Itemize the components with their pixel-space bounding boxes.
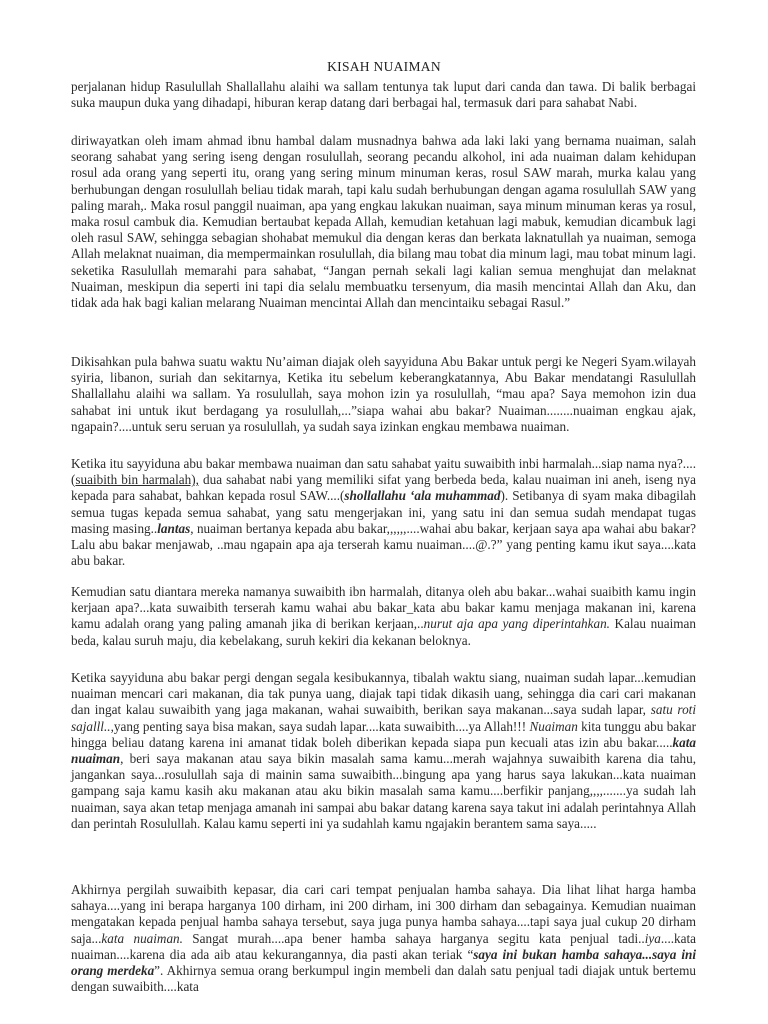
paragraph-intro: perjalanan hidup Rasulullah Shallallahu alaihi wa sallam tentunya tak luput dari canda dan tawa. Di balik berbagai suka maupun duka yang dihadapi, hiburan kerap datang dari berbagai hal, termasuk dari para sahabat Nabi. <box>71 79 696 111</box>
paragraph-syam: Dikisahkan pula bahwa suatu waktu Nu’aiman diajak oleh sayyiduna Abu Bakar untuk pergi ke Negeri Syam.wilayah syiria, libanon, suriah dan sekitarnya, Ketika itu sebelum keberangkatannya, Abu Bakar mendatangi Rasulullah Shallallahu alaihi wa sallam. Ya rosulullah, saya mohon izin ya rosulullah, “mau apa? Saya memohon izin dua sahabat ini untuk ikut berdagang ya rosulullah,...”siapa wahai abu bakar? Nuaiman........nuaiman engkau ajak, ngapain?....untuk seru seruan ya rosulullah, ya sudah saya izinkan engkau membawa nuaiman. <box>71 354 696 434</box>
emphasis-text: lantas <box>157 520 191 536</box>
text-run: dua sahabat nabi yang memiliki sifat yang berbeda beda, kalau nuaiman ini aneh, iseng nya kepada para sahabat, bahkan kepada rosul SAW....( <box>71 472 696 504</box>
text-run: Kalau nuaiman beda, kalau suruh maju, dia kebelakang, suruh kekiri dia kekanan beloknya. <box>71 616 696 648</box>
italic-text: Nuaiman <box>529 718 578 734</box>
paragraph-riwayat: diriwayatkan oleh imam ahmad ibnu hambal dalam musnadnya bahwa ada laki laki yang bernama nuaiman, salah seorang sahabat yang sering iseng dengan rosulullah, seorang pecandu alkohol, ini ada nuaiman dalam kehidupan rosul ada orang yang seperti itu, orang yang sering minum minuman keras, rosul SAW marah, murka kalau yang berhubungan dengan rosulullah beliau tidak marah, tapi kalu sudah berhubungan dengan agama rosulullah SAW yang paling marah,. Maka rosul panggil nuaiman, apa yang engkau lakukan nuaiman, saya minum minuman keras ya rosul, maka rosul cambuk dia. Kemudian bertaubat kepada Allah, kemudian ketahuan lagi mabuk, kemudian dicambuk lagi oleh rasul SAW, sehingga sebagian shohabat memukul dia dengan keras dan berkata laknatullah ya nuaiman, semoga Allah melaknat nuaiman, dia mempermainkan rosulullah, dia bilang mau tobat dia minum lagi, mau tobat minum lagi. seketika Rasulullah memarahi para sahabat, “Jangan pernah sekali lagi kalian semua menghujat dan melaknat Nuaiman, meskipun dia seperti ini tapi dia selalu membuatku tersenyum, dia masih mencintai Allah dan Aku, dan tidak ada hak bagi kalian melarang Nuaiman mencintai Allah dan mencintaiku sebagai Rasul.” <box>71 133 696 311</box>
text-run: Sangat murah....apa bener hamba sahaya harganya segitu kata penjual tadi.. <box>182 930 645 946</box>
paragraph-pasar <box>71 882 696 995</box>
text-run: ,yang penting saya bisa makan, saya sudah lapar....kata suwaibith....ya Allah!!! <box>110 718 530 734</box>
emphasis-text: kata nuaiman <box>71 734 696 767</box>
text-run: Kemudian satu diantara mereka namanya suwaibith ibn harmalah, ditanya oleh abu bakar...wahai suaibith kamu ingin kerjaan apa?...kata suwaibith terserah kamu wahai abu bakar_kata abu bakar kamu menjaga makanan ini, karena kamu adalah orang yang paling amanah jika di berikan kerjaan,.. <box>71 584 696 632</box>
text-run: Akhirnya pergilah suwaibith kepasar, dia cari cari tempat penjualan hamba sahaya. Dia lihat lihat harga hamba sahaya....yang ini berapa harganya 100 dirham, ini 200 dirham, ini 300 dirham dan sebagainya. Kemudian nuaiman mengatakan kepada penjual hamba sahaya tersebut, saya juga punya hamba sahaya....tapi saya jual cukup 20 dirham saja... <box>71 882 696 946</box>
paragraph-suwaibith-task <box>71 584 696 649</box>
text-run: ”. Akhirnya semua orang berkumpul ingin membeli dan dalah satu penjual tadi diajak untuk bertemu dengan suwaibith....kata <box>71 963 697 995</box>
document-title: KISAH NUAIMAN <box>327 59 441 74</box>
text-run: ....kata nuaiman....karena dia ada aib atau kekurangannya, dia pasti akan teriak “ <box>71 930 696 962</box>
text-run: , beri saya makanan atau saya bikin masalah sama kamu...merah wajahnya suwaibith karena dia tahu, jangankan saya...rosulullah saja di mainin sama suwaibith...bingung apa yang harus saya lakukan...kata nuaiman gampang saja kamu kasih aku makanan atau aku bikin masalah sama kamu....berfikir panjang,,,,.......ya sudah lah nuaiman, saya akan tetap menjaga amanah ini sampai abu bakar datang karena saya takut ini adalah perintahnya Allah dan perintah Rosulullah. Kalau kamu seperti ini ya sudahlah kamu ngajakin berantem sama saya..... <box>71 751 696 831</box>
italic-text: iya <box>644 930 661 946</box>
italic-text: satu roti sajalll.. <box>71 702 696 734</box>
underlined-name: suaibith bin harmalah), <box>75 472 199 488</box>
emphasis-text: saya ini bukan hamba sahaya...saya ini orang merdeka <box>71 946 696 979</box>
italic-text: nurut aja apa yang diperintahkan. <box>423 616 610 632</box>
text-run: Ketika itu sayyiduna abu bakar membawa nuaiman dan satu sahabat yaitu suwaibith inbi harmalah...siap nama nya?....( <box>71 456 696 488</box>
text-run: , nuaiman bertanya kepada abu bakar,,,,,,....wahai abu bakar, kerjaan saya apa wahai abu bakar? Lalu abu bakar menjawab, ..mau ngapain apa aja terserah kamu nuaiman....@.?” yang penting kamu ikut saya....kata abu bakar. <box>71 520 696 569</box>
paragraph-suwaibith-intro <box>71 456 696 569</box>
paragraph-lapar <box>71 670 696 832</box>
salawat-text: shollallahu ‘ala muhammad <box>344 488 501 504</box>
text-run: Ketika sayyiduna abu bakar pergi dengan segala kesibukannya, tibalah waktu siang, nuaiman sudah lapar...kemudian nuaiman mencari cari makanan, dia tak punya uang, diajak tapi tidak dikasih uang, sehingga dia cari cari makanan dan ingat kalau suwaibith yang jaga makanan, wahai suwaibith, berikan saya makanan...saya sudah lapar, <box>71 670 696 718</box>
text-run: ). Setibanya di syam maka dibagilah semua tugas kepada semua sahabat, yang satu mengerjakan ini, yang satu ini dan semua sudah mendapat tugas masing masing.. <box>71 488 696 536</box>
italic-text: kata nuaiman. <box>101 930 183 946</box>
text-run: kita tunggu abu bakar hingga beliau datang karena ini amanat tidak boleh diberikan kepada siapa pun kecuali atas izin abu bakar..... <box>71 718 696 750</box>
